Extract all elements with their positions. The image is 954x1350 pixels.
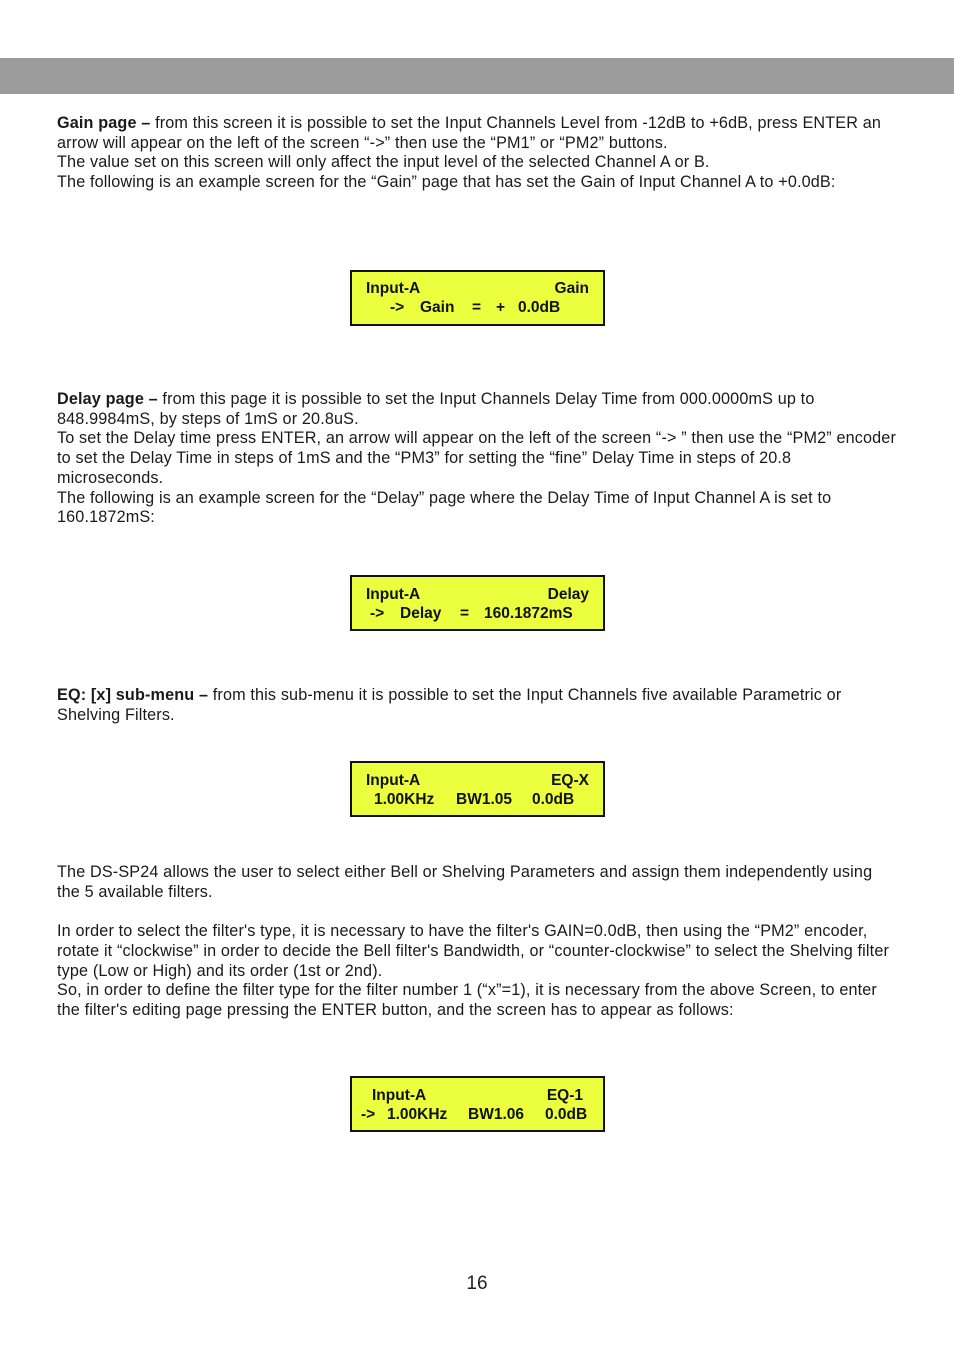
lcd-bandwidth: BW1.06 — [468, 1106, 524, 1123]
delay-description — [57, 390, 897, 528]
eq-description — [57, 686, 897, 725]
lcd-eq1-screen — [350, 1076, 605, 1132]
lcd-param: Gain — [420, 299, 455, 316]
lcd-param: Delay — [400, 605, 442, 622]
lcd-arrow: -> — [390, 299, 405, 316]
lcd-page: EQ-1 — [546, 1087, 583, 1104]
page-number: 16 — [466, 1273, 488, 1294]
lcd-equals: = — [460, 605, 470, 622]
lcd-gain-screen — [350, 270, 605, 326]
lcd-channel: Input-A — [366, 280, 421, 297]
lcd-page: Delay — [547, 586, 589, 603]
eq-heading: EQ: [x] sub-menu – — [57, 686, 209, 704]
filter-text-2: In order to select the filter's type, it is necessary to have the filter's GAIN=0.0dB, then using the “PM2” encoder, rotate it “clockwise” in order to decide the Bell filter's Bandwidth, or “counter-clockwise” to select the Shelving filter type (Low or High) and its order (1st or 2nd). — [57, 922, 890, 980]
lcd-frequency: 1.00KHz — [387, 1106, 448, 1123]
delay-text-3: The following is an example screen for the “Delay” page where the Delay Time of Input Channel A is set to 160.1872mS: — [57, 488, 832, 527]
gain-text-2: The value set on this screen will only affect the input level of the selected Channel A or B. — [57, 153, 710, 172]
eq-text-1: from this sub-menu it is possible to set the Input Channels five available Parametric or Shelving Filters. — [57, 686, 842, 724]
header-bar — [0, 58, 954, 94]
gain-heading: Gain page – — [57, 114, 151, 132]
filter-text-1: The DS-SP24 allows the user to select either Bell or Shelving Parameters and assign them independently using the 5 available filters. — [57, 863, 873, 901]
filter-text-3: So, in order to define the filter type for the filter number 1 (“x”=1), it is necessary from the above Screen, to enter the filter's editing page pressing the ENTER button, and the screen has to appear as follows: — [57, 981, 877, 1019]
lcd-arrow: -> — [361, 1106, 376, 1123]
lcd-page: EQ-X — [551, 772, 589, 789]
delay-text-1: from this page it is possible to set the Input Channels Delay Time from 000.0000mS up to 848.9984mS, by steps of 1mS or 20.8uS. — [57, 390, 815, 428]
lcd-delay-screen — [350, 575, 605, 631]
lcd-value: 160.1872mS — [484, 605, 573, 622]
lcd-gain: 0.0dB — [545, 1106, 588, 1123]
lcd-bandwidth: BW1.05 — [456, 791, 512, 808]
gain-text-1: from this screen it is possible to set the Input Channels Level from -12dB to +6dB, press ENTER an arrow will appear on the left of the screen “->” then use the “PM1” or “PM2” buttons. — [57, 114, 882, 152]
delay-text-2: To set the Delay time press ENTER, an arrow will appear on the left of the screen “-> ” then use the “PM2” encoder to set the Delay Time in steps of 1mS and the “PM3” for setting the “fine” Delay Time in steps of 20.8 microseconds. — [57, 429, 896, 487]
lcd-arrow: -> — [370, 605, 385, 622]
lcd-frequency: 1.00KHz — [374, 791, 435, 808]
lcd-channel: Input-A — [366, 772, 421, 789]
lcd-gain: 0.0dB — [532, 791, 575, 808]
lcd-channel: Input-A — [366, 586, 421, 603]
filter-description — [57, 863, 897, 1021]
lcd-equals: = — [472, 299, 482, 316]
delay-heading: Delay page – — [57, 390, 158, 408]
lcd-page: Gain — [554, 280, 589, 297]
lcd-value: + 0.0dB — [496, 299, 561, 316]
gain-text-3: The following is an example screen for the “Gain” page that has set the Gain of Input Channel A to +0.0dB: — [57, 173, 836, 192]
lcd-eqx-screen — [350, 761, 605, 817]
gain-description — [57, 114, 897, 193]
lcd-channel: Input-A — [372, 1087, 427, 1104]
